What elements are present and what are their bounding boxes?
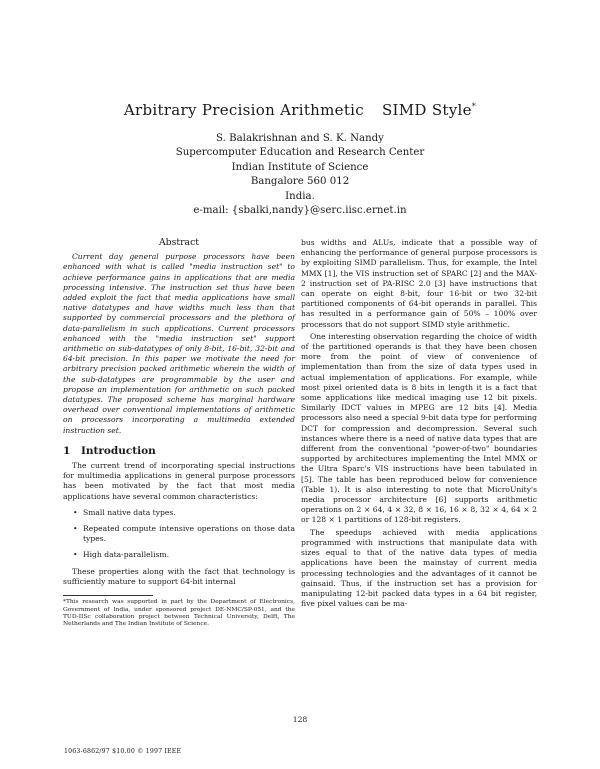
city: Bangalore 560 012 [250, 176, 350, 188]
section-number: 1 [63, 444, 71, 457]
intro-paragraph-2: These properties along with the fact that technology is sufficiently mature to support 64-bit internal [63, 566, 295, 586]
author-names: S. Balakrishnan and S. K. Nandy [216, 133, 384, 144]
page-number: 128 [292, 715, 308, 724]
footnote: *This research was supported in part by the Department of Electronics, Government of India, under sponsored project DE-NMC/SP-051, and the TUD-IISc collaboration project between Technical University, Delft, The Netherlands and The Indian Institute of Science. [63, 599, 295, 628]
section-heading-introduction [63, 446, 295, 456]
left-column [63, 238, 295, 629]
characteristics-list [63, 508, 295, 561]
section-title: Introduction [81, 444, 156, 457]
institute: Indian Institute of Science [231, 161, 369, 173]
list-item-text: High data-parallelism. [83, 550, 170, 560]
list-item-text: Small native data types. [83, 507, 176, 517]
list-item [73, 550, 295, 560]
abstract-heading: Abstract [158, 237, 200, 248]
right-paragraph-3: The speedups achieved with media applications programmed with instructions that manipulate data with sizes equal to that of the native data types of media applications have been the mainstay of current media processing technologies and the advantages of it cannot be gainsaid. Thus, if the instruction set has a provision for manipulating 12-bit packed data types in a 64 bit register, five pixel values can be ma- [301, 527, 537, 609]
affiliation: Supercomputer Education and Research Center [175, 147, 425, 159]
title-footnote-mark: * [471, 102, 477, 111]
bullet-marker: • [73, 524, 78, 534]
abstract-body [63, 252, 295, 436]
list-item-text: Repeated compute intensive operations on those data types. [83, 524, 295, 544]
author-block [0, 132, 600, 218]
list-item [73, 524, 295, 544]
bullet-marker: • [73, 507, 78, 517]
paper-title [0, 101, 600, 119]
list-item [73, 508, 295, 518]
title-part-b: SIMD Style [381, 101, 472, 119]
intro-paragraph-1: The current trend of incorporating special instructions for multimedia applications in general purpose processors has been motivated by the fact that most media applications have several common characteristics: [63, 461, 295, 501]
right-paragraph-1: bus widths and ALUs, indicate that a possible way of enhancing the performance of general purpose processors is by exploiting SIMD parallelism. Thus, for example, the Intel MMX [1], the VIS instruction set of SPARC [2] and the MAX-2 instruction set of PA-RISC 2.0 [3] have instructions that can operate on eight 8-bit, four 16-bit or two 32-bit partitioned components of 64-bit operands in parallel. This has resulted in a performance gain of 50% – 100% over processors that do not support SIMD style arithmetic. [301, 238, 537, 329]
bullet-marker: • [73, 550, 78, 560]
country: India. [285, 190, 315, 202]
copyright-line: 1063-6862/97 $10.00 © 1997 IEEE [64, 748, 182, 755]
title-part-a: Arbitrary Precision Arithmetic [123, 101, 364, 119]
email: e-mail: {sbalki,nandy}@serc.iisc.ernet.in [193, 205, 407, 217]
right-column [301, 238, 537, 609]
footnote-divider [63, 595, 153, 596]
abstract-text: Current day general purpose processors have been enhanced with what is called "media instruction set" to achieve performance gains in applications that are media processing intensive. The instruction set thus have been added exploit the fact that media applications have small native datatypes and have widths much less than that supported by commercial processors and the plethora of data-parallelism in such applications. Current processors enhanced with the "media instruction set" support arithmetic on sub-datatypes of only 8-bit, 16-bit, 32-bit and 64-bit precision. In this paper we motivate the need for arbitrary precision packed arithmetic wherein the width of the sub-datatypes are programmable by the user and propose an implementation for arithmetic on such packed datatypes. The proposed scheme has marginal hardware overhead over conventional implementations of arithmetic on processors incorporating a multimedia extended instruction set. [63, 252, 295, 435]
right-paragraph-2: One interesting observation regarding the choice of width of the partitioned operands is that they have been chosen more from the point of view of convenience of implementation than from the size of data types used in actual implementation of applications. For example, while most pixel oriented data is 8 bits in length it is a fact that some applications like medical imaging use 12 bit pixels. Similarly IDCT values in MPEG are 12 bits [4]. Media processors also need a special 9-bit data type for performing DCT for compression and decompression. Several such instances where there is a need of native data types that are different from the conventional "power-of-two" boundaries supported by architectures implementing the Intel MMX or the Ultra Sparc's VIS instructions have been tabulated in [5]. The table has been reproduced below for convenience (Table 1). It is also interesting to note that MicroUnity's media processor architecture [6] supports arithmetic operations on 2 × 64, 4 × 32, 8 × 16, 16 × 8, 32 × 4, 64 × 2 or 128 × 1 partitions of 128-bit registers. [301, 331, 537, 525]
